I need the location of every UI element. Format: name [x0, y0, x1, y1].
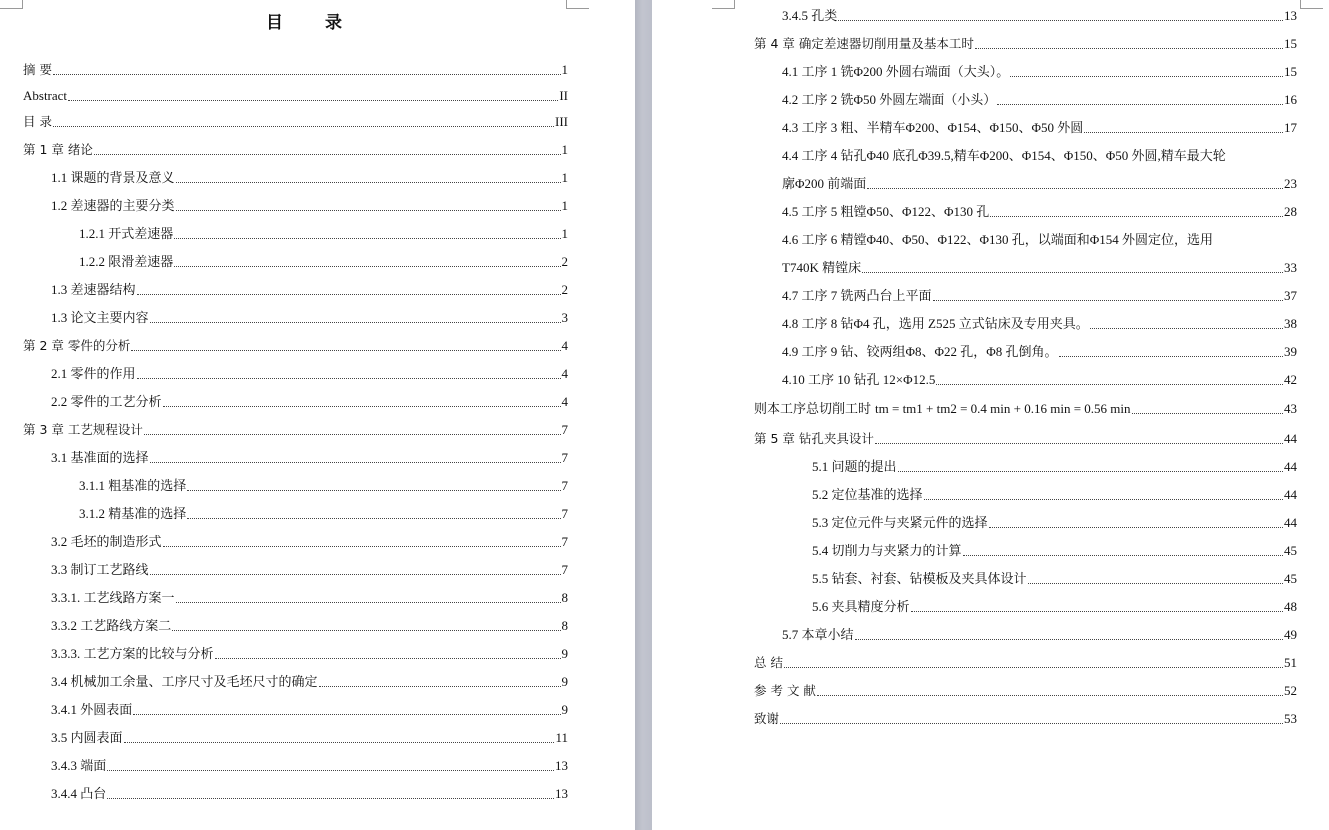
toc-leader — [1084, 131, 1283, 133]
toc-entry[interactable] — [51, 560, 568, 580]
toc-entry[interactable] — [782, 174, 1297, 194]
toc-leader — [1028, 582, 1283, 584]
toc-entry[interactable] — [812, 457, 1297, 477]
toc-entry[interactable] — [51, 364, 568, 384]
toc-entry-label: 1.3 差速器结构 — [51, 282, 136, 297]
toc-entry[interactable] — [812, 513, 1297, 533]
toc-entry[interactable] — [51, 532, 568, 552]
toc-leader — [94, 153, 561, 155]
toc-entry-page: 44 — [1284, 515, 1297, 530]
toc-entry-page: 42 — [1284, 372, 1297, 387]
toc-entry[interactable] — [754, 653, 1297, 673]
toc-entry-label: 3.3.2 工艺路线方案二 — [51, 618, 172, 633]
toc-entry-label: 4.10 工序 10 钻孔 12×Φ12.5 — [782, 372, 936, 387]
toc-entry[interactable] — [79, 504, 568, 524]
toc-entry[interactable] — [51, 196, 568, 216]
toc-entry-label: 1.1 课题的背景及意义 — [51, 170, 175, 185]
toc-leader — [176, 209, 561, 211]
toc-leader — [68, 99, 558, 101]
toc-leader — [107, 769, 554, 771]
toc-entry[interactable] — [51, 672, 568, 692]
toc-entry-page: 7 — [561, 534, 568, 549]
toc-entry-label: 4.3 工序 3 粗、半精车Φ200、Φ154、Φ150、Φ50 外圆 — [782, 120, 1084, 135]
toc-entry[interactable] — [782, 342, 1297, 362]
toc-leader — [150, 321, 561, 323]
toc-leader — [855, 638, 1283, 640]
toc-entry-page: 17 — [1284, 120, 1297, 135]
toc-entry-label: 3.4.5 孔类 — [782, 8, 838, 23]
toc-entry-page: 15 — [1284, 36, 1297, 51]
toc-leader — [172, 629, 560, 631]
toc-entry-page: 44 — [1284, 431, 1297, 446]
toc-entry-label: 4.8 工序 8 钻Φ4 孔，选用 Z525 立式钻床及专用夹具。 — [782, 316, 1089, 331]
toc-entry-label: 3.4.4 凸台 — [51, 786, 107, 801]
toc-entry-page: 16 — [1284, 92, 1297, 107]
toc-leader — [1010, 75, 1283, 77]
toc-leader — [1132, 412, 1283, 414]
toc-entry-page: 15 — [1284, 64, 1297, 79]
toc-entry-label: 总 结 — [754, 655, 783, 670]
toc-entry-label: 3.4 机械加工余量、工序尺寸及毛坯尺寸的确定 — [51, 674, 318, 689]
toc-entry-page: 1 — [561, 62, 568, 77]
toc-heading: 目 录 — [266, 13, 360, 33]
toc-leader — [174, 237, 560, 239]
toc-entry-label: 5.3 定位元件与夹紧元件的选择 — [812, 515, 988, 530]
toc-entry[interactable] — [812, 485, 1297, 505]
toc-entry-page: 11 — [555, 730, 568, 745]
toc-leader — [163, 405, 561, 407]
toc-entry-wrapped-line[interactable]: 4.6 工序 6 精镗Φ40、Φ50、Φ122、Φ130 孔，以端面和Φ154 外圆定位，选用 — [782, 232, 1214, 247]
toc-leader — [176, 601, 561, 603]
toc-entry-page: 4 — [561, 366, 568, 381]
toc-entry[interactable] — [23, 60, 568, 80]
toc-leader — [150, 573, 561, 575]
toc-entry-page: 37 — [1284, 288, 1297, 303]
toc-leader — [924, 498, 1283, 500]
toc-entry-page: 13 — [555, 758, 568, 773]
toc-leader — [215, 657, 561, 659]
toc-entry-page: 38 — [1284, 316, 1297, 331]
toc-entry-page: 2 — [561, 254, 568, 269]
toc-entry-label: 2.2 零件的工艺分析 — [51, 394, 162, 409]
toc-entry-label: 摘 要 — [23, 62, 52, 77]
toc-leader — [989, 526, 1283, 528]
toc-leader — [975, 47, 1283, 49]
toc-entry-page: 7 — [561, 562, 568, 577]
toc-entry[interactable] — [51, 756, 568, 776]
toc-entry[interactable] — [782, 90, 1297, 110]
toc-entry-label: 1.2.2 限滑差速器 — [79, 254, 174, 269]
toc-entry-label: 5.4 切削力与夹紧力的计算 — [812, 543, 962, 558]
toc-leader — [963, 554, 1283, 556]
toc-entry-label: 5.2 定位基准的选择 — [812, 487, 923, 502]
toc-entry-label: T740K 精镗床 — [782, 260, 862, 275]
toc-entry-label: 第 2 章 零件的分析 — [23, 338, 131, 353]
toc-entry-label: 1.2 差速器的主要分类 — [51, 198, 175, 213]
toc-leader — [862, 271, 1283, 273]
toc-entry[interactable] — [782, 625, 1297, 645]
toc-entry[interactable] — [23, 336, 568, 356]
toc-leader — [144, 433, 561, 435]
toc-entry-label: 目 录 — [23, 114, 52, 129]
toc-entry-label: 2.1 零件的作用 — [51, 366, 136, 381]
toc-entry-page: 13 — [1284, 8, 1297, 23]
toc-leader — [817, 694, 1283, 696]
toc-entry-label: 5.5 钻套、衬套、钻模板及夹具体设计 — [812, 571, 1027, 586]
toc-entry-page: 13 — [555, 786, 568, 801]
toc-entry-label: 4.7 工序 7 铣两凸台上平面 — [782, 288, 932, 303]
toc-leader — [933, 299, 1283, 301]
toc-entry-label: 则本工序总切削工时 — [754, 401, 872, 416]
toc-entry-page: 8 — [561, 618, 568, 633]
toc-entry-label: 4.1 工序 1 铣Φ200 外圆右端面（大头）。 — [782, 64, 1010, 79]
toc-entry-page: 28 — [1284, 204, 1297, 219]
toc-entry[interactable] — [51, 308, 568, 328]
toc-entry-page: 9 — [561, 646, 568, 661]
toc-entry-label: 4.9 工序 9 钻、铰两组Φ8、Φ22 孔，Φ8 孔倒角。 — [782, 344, 1058, 359]
toc-leader — [997, 103, 1283, 105]
toc-entry-label: 4.5 工序 5 粗镗Φ50、Φ122、Φ130 孔 — [782, 204, 990, 219]
toc-entry-page: 2 — [561, 282, 568, 297]
toc-entry-label: 第 4 章 确定差速器切削用量及基本工时 — [754, 36, 974, 51]
toc-entry[interactable] — [51, 728, 568, 748]
toc-entry-page: 1 — [561, 142, 568, 157]
toc-entry-label: 3.2 毛坯的制造形式 — [51, 534, 162, 549]
toc-entry-page: III — [555, 114, 568, 129]
toc-leader — [53, 125, 554, 127]
toc-entry[interactable] — [782, 314, 1297, 334]
toc-entry[interactable] — [782, 6, 1297, 26]
toc-leader — [784, 666, 1283, 668]
toc-entry[interactable] — [782, 118, 1297, 138]
toc-leader — [867, 187, 1283, 189]
toc-leader — [176, 181, 561, 183]
toc-leader — [174, 265, 560, 267]
toc-entry[interactable] — [782, 370, 1297, 390]
toc-entry-page: 44 — [1284, 487, 1297, 502]
toc-entry-page: 45 — [1284, 543, 1297, 558]
toc-entry-label: 3.1.2 精基准的选择 — [79, 506, 187, 521]
document-page-left — [0, 0, 635, 830]
toc-leader — [898, 470, 1283, 472]
toc-entry-page: 33 — [1284, 260, 1297, 275]
toc-entry-formula: tm = tm1 + tm2 = 0.4 min + 0.16 min = 0.56 min — [875, 401, 1131, 416]
toc-entry-label: 3.4.1 外圆表面 — [51, 702, 133, 717]
toc-entry[interactable] — [23, 420, 568, 440]
toc-leader — [780, 722, 1283, 724]
page-corner-mark — [712, 0, 735, 9]
toc-entry[interactable] — [51, 448, 568, 468]
toc-entry-page: 49 — [1284, 627, 1297, 642]
toc-leader — [838, 19, 1283, 21]
toc-leader — [124, 741, 555, 743]
toc-leader — [137, 293, 561, 295]
toc-entry-label: 3.1 基准面的选择 — [51, 450, 149, 465]
toc-entry-page: 23 — [1284, 176, 1297, 191]
toc-entry-page: 3 — [561, 310, 568, 325]
toc-leader — [1059, 355, 1283, 357]
toc-entry-label: 3.3 制订工艺路线 — [51, 562, 149, 577]
toc-leader — [150, 461, 561, 463]
toc-leader — [187, 517, 560, 519]
toc-leader — [990, 215, 1283, 217]
toc-leader — [53, 73, 561, 75]
toc-entry[interactable] — [754, 709, 1297, 729]
toc-leader — [187, 489, 560, 491]
toc-entry-page: II — [559, 88, 568, 103]
toc-entry-label: 致谢 — [754, 711, 780, 726]
toc-entry[interactable] — [782, 258, 1297, 278]
page-corner-mark — [1300, 0, 1323, 9]
toc-entry-label: 5.7 本章小结 — [782, 627, 854, 642]
toc-leader — [107, 797, 554, 799]
document-page-right — [652, 0, 1329, 830]
toc-entry-label: 3.5 内圆表面 — [51, 730, 123, 745]
toc-entry[interactable] — [754, 681, 1297, 701]
toc-entry-page: 9 — [561, 702, 568, 717]
toc-entry[interactable] — [51, 700, 568, 720]
toc-entry[interactable] — [51, 280, 568, 300]
toc-entry[interactable] — [782, 62, 1297, 82]
toc-entry[interactable] — [79, 224, 568, 244]
toc-entry[interactable] — [754, 34, 1297, 54]
toc-entry-page: 8 — [561, 590, 568, 605]
toc-entry-page: 1 — [561, 226, 568, 241]
toc-entry[interactable] — [782, 202, 1297, 222]
toc-entry-page: 4 — [561, 394, 568, 409]
toc-leader — [137, 377, 561, 379]
toc-entry-label: 第 1 章 绪论 — [23, 142, 93, 157]
toc-entry-label: 3.3.3. 工艺方案的比较与分析 — [51, 646, 214, 661]
toc-entry[interactable] — [51, 644, 568, 664]
toc-entry-page: 39 — [1284, 344, 1297, 359]
toc-leader — [319, 685, 561, 687]
toc-entry[interactable] — [812, 569, 1297, 589]
toc-entry[interactable] — [51, 392, 568, 412]
toc-entry[interactable] — [23, 86, 568, 106]
toc-entry-label: 3.3.1. 工艺线路方案一 — [51, 590, 175, 605]
toc-entry-wrapped-line[interactable]: 4.4 工序 4 钻孔Φ40 底孔Φ39.5,精车Φ200、Φ154、Φ150、Φ50 外圆,精车最大轮 — [782, 148, 1226, 163]
toc-entry-page: 1 — [561, 198, 568, 213]
toc-entry-label: 第 3 章 工艺规程设计 — [23, 422, 143, 437]
toc-entry-label: 5.6 夹具精度分析 — [812, 599, 910, 614]
toc-entry-label: 廓Φ200 前端面 — [782, 176, 867, 191]
toc-entry-label: Abstract — [23, 88, 68, 103]
toc-entry-page: 7 — [561, 478, 568, 493]
toc-entry-page: 45 — [1284, 571, 1297, 586]
toc-entry[interactable] — [23, 140, 568, 160]
toc-entry[interactable] — [51, 168, 568, 188]
toc-entry[interactable] — [79, 476, 568, 496]
toc-entry[interactable] — [812, 597, 1297, 617]
toc-entry[interactable] — [51, 616, 568, 636]
toc-entry-page: 7 — [561, 422, 568, 437]
page-gutter — [635, 0, 652, 830]
toc-entry-page: 44 — [1284, 459, 1297, 474]
toc-leader — [875, 442, 1283, 444]
toc-entry-page: 43 — [1284, 401, 1297, 416]
toc-entry-page: 48 — [1284, 599, 1297, 614]
toc-entry[interactable] — [79, 252, 568, 272]
toc-leader — [163, 545, 561, 547]
toc-entry-label: 1.2.1 开式差速器 — [79, 226, 174, 241]
toc-entry-page: 51 — [1284, 655, 1297, 670]
toc-entry-label: 3.1.1 粗基准的选择 — [79, 478, 187, 493]
toc-leader — [131, 349, 560, 351]
toc-entry[interactable] — [754, 399, 1297, 419]
toc-entry-label: 3.4.3 端面 — [51, 758, 107, 773]
toc-entry-label: 1.3 论文主要内容 — [51, 310, 149, 325]
toc-entry-label: 4.2 工序 2 铣Φ50 外圆左端面（小头） — [782, 92, 997, 107]
toc-entry-page: 52 — [1284, 683, 1297, 698]
toc-entry[interactable] — [23, 112, 568, 132]
toc-entry[interactable] — [812, 541, 1297, 561]
toc-leader — [936, 383, 1283, 385]
toc-entry-page: 9 — [561, 674, 568, 689]
toc-entry[interactable] — [782, 286, 1297, 306]
toc-leader — [1090, 327, 1283, 329]
toc-entry-label: 5.1 问题的提出 — [812, 459, 897, 474]
toc-entry-page: 53 — [1284, 711, 1297, 726]
toc-entry-page: 7 — [561, 450, 568, 465]
toc-entry-page: 4 — [561, 338, 568, 353]
toc-entry-page: 1 — [561, 170, 568, 185]
toc-entry[interactable] — [51, 784, 568, 804]
toc-entry-label: 第 5 章 钻孔夹具设计 — [754, 431, 874, 446]
toc-entry[interactable] — [51, 588, 568, 608]
toc-entry-page: 7 — [561, 506, 568, 521]
toc-entry[interactable] — [754, 429, 1297, 449]
toc-leader — [911, 610, 1283, 612]
toc-leader — [133, 713, 560, 715]
toc-entry-label: 参 考 文 献 — [754, 683, 816, 698]
